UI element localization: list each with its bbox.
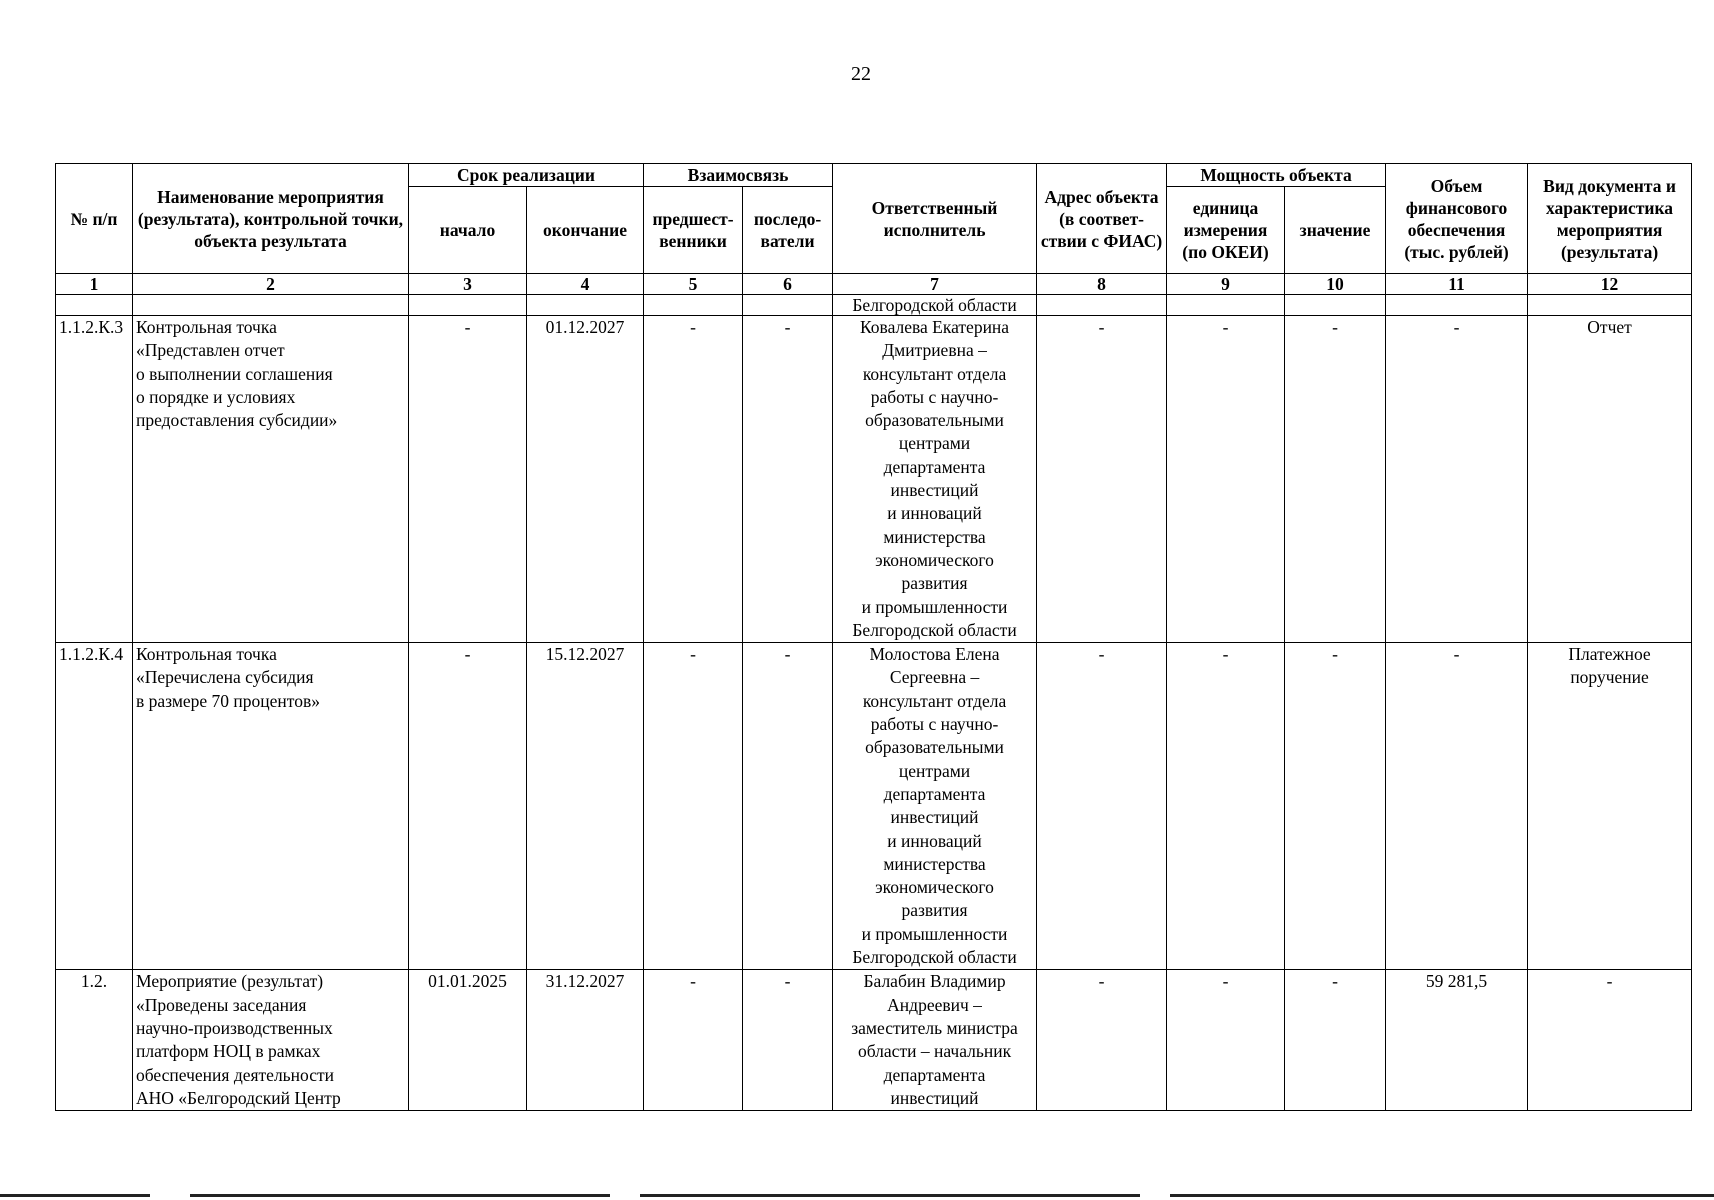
column-number: 3	[409, 274, 527, 295]
row-num: 1.1.2.К.4	[56, 643, 133, 970]
header-capacity: Мощность объекта	[1167, 164, 1386, 187]
row-finance: -	[1386, 316, 1528, 643]
row-doc: Отчет	[1528, 316, 1692, 643]
row-unit: -	[1167, 643, 1285, 970]
row-finance: -	[1386, 643, 1528, 970]
row-num: 1.1.2.К.3	[56, 316, 133, 643]
column-number: 11	[1386, 274, 1528, 295]
continuation-text: Белгородской области	[833, 295, 1037, 316]
column-number: 10	[1285, 274, 1386, 295]
continuation-row	[56, 295, 1692, 316]
scan-edge-line	[640, 1194, 1140, 1197]
row-pred: -	[644, 970, 743, 1111]
header-value: значение	[1285, 187, 1386, 274]
column-number: 5	[644, 274, 743, 295]
row-address: -	[1037, 643, 1167, 970]
row-end: 15.12.2027	[527, 643, 644, 970]
row-name: Контрольная точка «Представлен отчет о выполнении соглашения о порядке и условиях предоставления субсидии»	[133, 316, 409, 643]
column-number: 12	[1528, 274, 1692, 295]
header-doc-type: Вид документа и характеристика мероприятия (результата)	[1528, 164, 1692, 274]
row-start: -	[409, 643, 527, 970]
row-pred: -	[644, 643, 743, 970]
row-address: -	[1037, 316, 1167, 643]
table-row	[56, 316, 1692, 643]
header-successors: последо-ватели	[743, 187, 833, 274]
row-doc: Платежное поручение	[1528, 643, 1692, 970]
row-name: Мероприятие (результат) «Проведены заседания научно-производственных платформ НОЦ в рамках обеспечения деятельности АНО «Белгородский Центр	[133, 970, 409, 1111]
row-value: -	[1285, 316, 1386, 643]
column-number: 7	[833, 274, 1037, 295]
row-succ: -	[743, 970, 833, 1111]
row-name: Контрольная точка «Перечислена субсидия в размере 70 процентов»	[133, 643, 409, 970]
row-value: -	[1285, 643, 1386, 970]
row-responsible: Молостова Елена Сергеевна – консультант отдела работы с научно- образовательными центрами департамента инвестиций и инноваций министерства экономического развития и промышленности Белгородской области	[833, 643, 1037, 970]
header-num: № п/п	[56, 164, 133, 274]
row-succ: -	[743, 643, 833, 970]
row-end: 01.12.2027	[527, 316, 644, 643]
column-number: 1	[56, 274, 133, 295]
row-pred: -	[644, 316, 743, 643]
header-finance: Объем финансового обеспечения (тыс. рублей)	[1386, 164, 1528, 274]
header-start: начало	[409, 187, 527, 274]
row-responsible: Балабин Владимир Андреевич – заместитель министра области – начальник департамента инвестиций	[833, 970, 1037, 1111]
header-responsible: Ответственный исполнитель	[833, 164, 1037, 274]
column-number: 6	[743, 274, 833, 295]
row-start: 01.01.2025	[409, 970, 527, 1111]
header-period: Срок реализации	[409, 164, 644, 187]
table-row	[56, 970, 1692, 1111]
header-relation: Взаимосвязь	[644, 164, 833, 187]
column-number: 4	[527, 274, 644, 295]
header-unit: единица измерения (по ОКЕИ)	[1167, 187, 1285, 274]
row-doc: -	[1528, 970, 1692, 1111]
row-unit: -	[1167, 970, 1285, 1111]
column-number: 8	[1037, 274, 1167, 295]
row-succ: -	[743, 316, 833, 643]
row-value: -	[1285, 970, 1386, 1111]
row-responsible: Ковалева Екатерина Дмитриевна – консультант отдела работы с научно- образовательными центрами департамента инвестиций и инноваций министерства экономического развития и промышленности Белгородской области	[833, 316, 1037, 643]
scan-edge-line	[190, 1194, 610, 1197]
row-unit: -	[1167, 316, 1285, 643]
scan-edge-line	[1170, 1194, 1714, 1197]
column-number: 2	[133, 274, 409, 295]
row-start: -	[409, 316, 527, 643]
header-predecessors: предшест-венники	[644, 187, 743, 274]
row-end: 31.12.2027	[527, 970, 644, 1111]
row-finance: 59 281,5	[1386, 970, 1528, 1111]
scan-edge-line	[0, 1194, 150, 1197]
page-number: 22	[851, 63, 871, 85]
header-name: Наименование мероприятия (результата), контрольной точки, объекта результата	[133, 164, 409, 274]
header-address: Адрес объекта (в соответ-ствии с ФИАС)	[1037, 164, 1167, 274]
row-num: 1.2.	[56, 970, 133, 1111]
implementation-plan-table	[55, 163, 1692, 1111]
header-end: окончание	[527, 187, 644, 274]
row-address: -	[1037, 970, 1167, 1111]
table-row	[56, 643, 1692, 970]
column-number: 9	[1167, 274, 1285, 295]
